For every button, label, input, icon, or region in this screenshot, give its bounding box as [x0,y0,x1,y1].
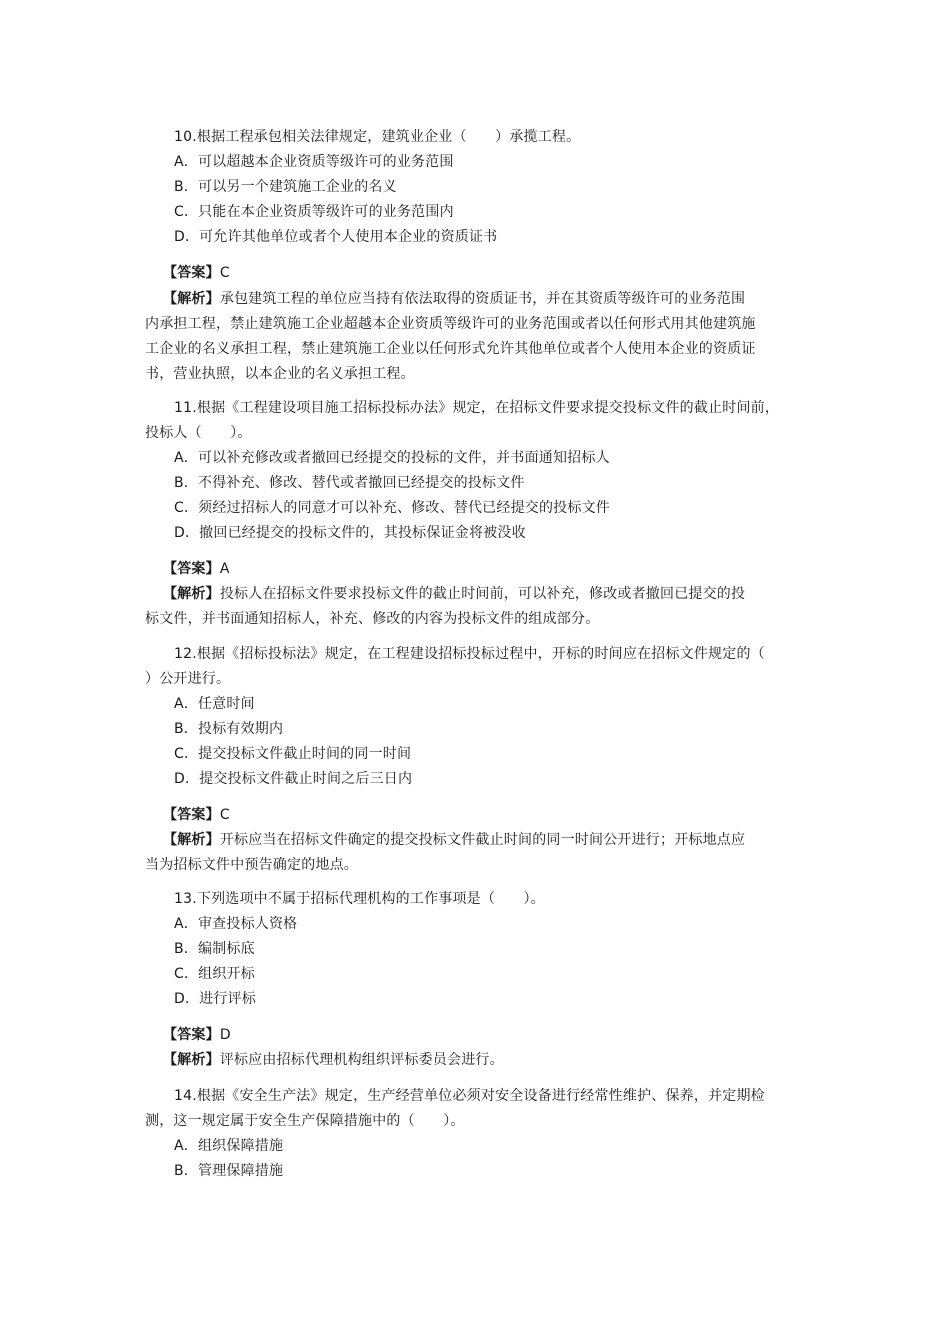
question-10-explanation-line: 内承担工程，禁止建筑施工企业超越本企业资质等级许可的业务范围或者以任何形式用其他建筑施 [145,316,756,332]
question-11-option-a: A．可以补充修改或者撤回已经提交的投标的文件，并书面通知招标人 [174,450,610,466]
question-11-option-c: C．须经过招标人的同意才可以补充、修改、替代已经提交的投标文件 [174,500,610,516]
explanation-text: 开标应当在招标文件确定的提交投标文件截止时间的同一时间公开进行；开标地点应 [219,832,746,848]
question-10-option-a: A．可以超越本企业资质等级许可的业务范围 [174,154,454,170]
question-11-option-d: D．撤回已经提交的投标文件的，其投标保证金将被没收 [174,525,526,541]
answer-value: D [219,1027,231,1043]
question-13-option-b: B．编制标底 [174,941,255,957]
question-10-option-d: D．可允许其他单位或者个人使用本企业的资质证书 [174,229,498,245]
question-12-stem-cont: ）公开进行。 [145,671,231,687]
answer-value: C [219,265,230,281]
question-12-option-c: C．提交投标文件截止时间的同一时间 [174,746,412,762]
question-10-option-b: B．可以另一个建筑施工企业的名义 [174,179,397,195]
question-13-option-d: D．进行评标 [174,991,256,1007]
question-12-explanation-line: 当为招标文件中预告确定的地点。 [145,857,358,873]
explanation-label: 【解析】 [163,586,220,602]
answer-label: 【答案】 [163,265,220,281]
question-12-option-b: B．投标有效期内 [174,721,284,737]
question-11-stem-cont: 投标人（ ）。 [145,425,252,441]
question-13-answer [163,1025,231,1045]
question-12-option-a: A．任意时间 [174,696,255,712]
question-13-option-a: A．审查投标人资格 [174,916,298,932]
question-10-explanation-line: 工企业的名义承担工程，禁止建筑施工企业以任何形式允许其他单位或者个人使用本企业的资质证 [145,341,756,357]
answer-value: C [219,807,230,823]
explanation-text: 评标应由招标代理机构组织评标委员会进行。 [219,1052,504,1068]
explanation-label: 【解析】 [163,1052,220,1068]
question-13-option-c: C．组织开标 [174,966,255,982]
question-12-explanation [163,830,745,850]
question-10-stem: 10.根据工程承包相关法律规定，建筑业企业（ ）承揽工程。 [174,129,581,145]
question-10-explanation [163,289,745,309]
question-14-stem: 14.根据《安全生产法》规定，生产经营单位必须对安全设备进行经常性维护、保养，并定期检 [174,1088,765,1104]
question-11-explanation [163,584,745,604]
question-11-explanation-line: 标文件，并书面通知招标人，补充、修改的内容为投标文件的组成部分。 [145,611,600,627]
question-14-option-b: B．管理保障措施 [174,1163,284,1179]
question-13-explanation [163,1050,504,1070]
explanation-label: 【解析】 [163,291,220,307]
answer-value: A [219,561,230,577]
question-12-option-d: D．提交投标文件截止时间之后三日内 [174,771,413,787]
question-11-answer [163,559,230,579]
question-11-stem: 11.根据《工程建设项目施工招标投标办法》规定，在招标文件要求提交投标文件的截止时间前， [174,400,780,416]
question-10-answer [163,263,230,283]
question-14-option-a: A．组织保障措施 [174,1138,284,1154]
question-11-option-b: B．不得补充、修改、替代或者撤回已经提交的投标文件 [174,475,525,491]
answer-label: 【答案】 [163,807,220,823]
question-12-stem: 12.根据《招标投标法》规定，在工程建设招标投标过程中，开标的时间应在招标文件规定的（ [174,646,765,662]
explanation-label: 【解析】 [163,832,220,848]
explanation-text: 投标人在招标文件要求投标文件的截止时间前，可以补充，修改或者撤回已提交的投 [219,586,746,602]
explanation-text: 承包建筑工程的单位应当持有依法取得的资质证书，并在其资质等级许可的业务范围 [219,291,746,307]
answer-label: 【答案】 [163,1027,220,1043]
question-10-explanation-line: 书，营业执照，以本企业的名义承担工程。 [145,366,415,382]
answer-label: 【答案】 [163,561,220,577]
question-13-stem: 13.下列选项中不属于招标代理机构的工作事项是（ ）。 [174,891,545,907]
question-14-stem-cont: 测，这一规定属于安全生产保障措施中的（ ）。 [145,1113,465,1129]
question-10-option-c: C．只能在本企业资质等级许可的业务范围内 [174,204,454,220]
question-12-answer [163,805,230,825]
